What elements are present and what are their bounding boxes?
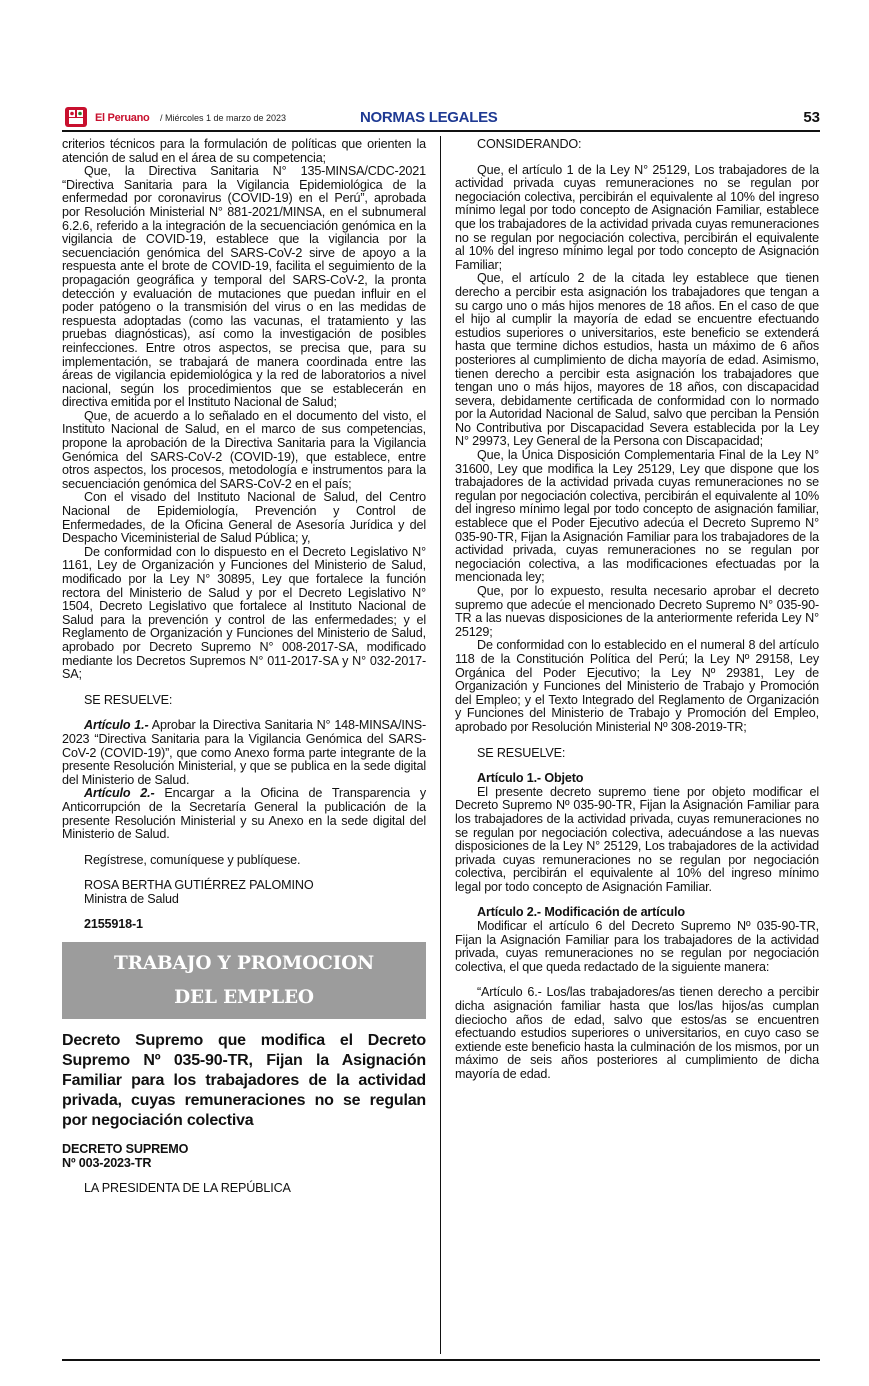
signer-name: ROSA BERTHA GUTIÉRREZ PALOMINO <box>84 878 314 893</box>
sector-banner <box>62 942 426 1019</box>
signer-title: Ministra de Salud <box>84 891 179 906</box>
column-divider <box>440 136 441 1354</box>
right-column <box>455 138 819 1082</box>
section-title: NORMAS LEGALES <box>360 109 498 126</box>
newspaper-brand: El Peruano <box>95 112 150 124</box>
article-label: Artículo 1.- <box>84 718 149 733</box>
footer-rule <box>62 1359 820 1361</box>
paragraph: De conformidad con lo establecido en el numeral 8 del artículo 118 de la Constitución Política del Perú; la Ley Nº 29158, Ley Orgánica del Poder Ejecutivo; la Ley Nº 29381, Ley de Organización y Funciones del Ministerio de Trabajo y Promoción del Empleo; y el Texto Integrado del Reglamento de Organización y Funciones del Ministerio de Trabajo y Promoción del Empleo, aprobado por Resolución Ministerial Nº 308-2019-TR; <box>455 638 819 734</box>
left-column <box>62 138 426 1196</box>
resolution-heading: SE RESUELVE: <box>477 745 566 760</box>
paragraph: Que, el artículo 1 de la Ley N° 25129, Los trabajadores de la actividad privada cuyas remuneraciones no se regulan por negociación colectiva, percibirán el equivalente al 10% del ingreso mínimo legal por todo concepto de Asignación Familiar, establece que los trabajadores de la actividad privada cuyas remuneraciones no se regulan por negociación colectiva, percibirán el equivalente al 10% del ingreso mínimo legal por todo concepto de Asignación Familiar; <box>455 162 819 272</box>
article-2-text: Modificar el artículo 6 del Decreto Supremo Nº 035-90-TR, Fijan la Asignación Familiar para los trabajadores de la actividad privada, cuyas remuneraciones no se regulan por negociación colectiva, el que queda redactado de la siguiente manera: <box>455 919 819 974</box>
decree-title: Decreto Supremo que modifica el Decreto Supremo Nº 035-90-TR, Fijan la Asignación Familiar para los trabajadores de la actividad privada, cuyas remuneraciones no se regulan por negociación colectiva <box>62 1032 426 1130</box>
page-header <box>62 106 820 130</box>
quoted-article: “Artículo 6.- Los/las trabajadores/as tienen derecho a percibir dicha asignación familiar hasta que los/las hijos/as cumplan dieciocho años de edad, salvo que estos/as se encuentren efectuando estudios superiores o universitarios, en cuyo caso se extiende este beneficio hasta la culminación de los mismos, por un máximo de seis años posteriores al cumplimiento de dicha mayoría de edad. <box>455 985 819 1081</box>
paragraph: criterios técnicos para la formulación de políticas que orienten la atención de salud en el área de su competencia; <box>62 137 426 165</box>
article-text: Aprobar la Directiva Sanitaria N° 148-MINSA/INS-2023 “Directiva Sanitaria para la Vigilancia Genómica del SARS-CoV-2 (COVID-19)”, que como Anexo forma parte integrante de la presente Resolución Ministerial, y que se publica en la sede digital del Ministerio de Salud. <box>62 718 426 787</box>
paragraph: Que, de acuerdo a lo señalado en el documento del visto, el Instituto Nacional de Salud, en el marco de sus competencias, propone la aprobación de la Directiva Sanitaria para la Vigilancia Genómica del SARS-CoV-2 (COVID-19), que establece, entre otros aspectos, los procesos, metodología e instrumentos para la secuenciación genómica del SARS-CoV-2 en el país; <box>62 408 426 491</box>
considerando-heading: CONSIDERANDO: <box>477 137 582 151</box>
banner-line: TRABAJO Y PROMOCION <box>114 953 374 975</box>
article-1-heading: Artículo 1.- Objeto <box>477 771 584 786</box>
banner-line: DEL EMPLEO <box>174 987 314 1009</box>
header-date: / Miércoles 1 de marzo de 2023 <box>160 113 287 123</box>
paragraph: Que, el artículo 2 de la citada ley establece que tienen derecho a percibir esta asignación los trabajadores que tengan a su cargo uno o más hijos menores de 18 años. En el caso de que el hijo al cumplir la mayoría de edad se encuentre efectuando estudios superiores o universitarios, este beneficio se extenderá hasta que termine dichos estudios, hasta un máximo de 6 años posteriores al cumplimiento de dicha mayoría de edad. Asimismo, tienen derecho a percibir esta asignación los trabajadores que tengan uno o más hijos, mayores de 18 años, con discapacidad severa, debidamente certificada de conformidad con lo normado por la Autoridad Nacional de Salud, salvo que perciban la Pensión No Contributiva por Discapacidad Severa establecida por la Ley N° 29973, Ley General de la Persona con Discapacidad; <box>455 271 819 449</box>
article-1-text: El presente decreto supremo tiene por objeto modificar el Decreto Supremo Nº 035-90-TR, Fijan la Asignación Familiar para los trabajadores de la actividad privada, cuyas remuneraciones no se regulan por negociación colectiva, adecuándose a las nuevas disposiciones de la Ley N° 25129, Los trabajadores de la actividad privada cuyas remuneraciones no se regulan por negociación colectiva, percibirán el equivalente al 10% del ingreso mínimo legal por todo concepto de Asignación Familiar. <box>455 784 819 894</box>
page-number: 53 <box>803 109 820 126</box>
article-text: Encargar a la Oficina de Transparencia y Anticorrupción de la Secretaría General la publicación de la presente Resolución Ministerial y su Anexo en la sede digital del Ministerio de Salud. <box>62 786 426 842</box>
article-2 <box>62 787 426 841</box>
paragraph: De conformidad con lo dispuesto en el Decreto Legislativo N° 1161, Ley de Organización y Funciones del Ministerio de Salud, modificado por la Ley N° 30895, Ley que fortalece la función rectora del Ministerio de Salud y por el Decreto Legislativo N° 1504, Decreto Legislativo que fortalece al Instituto Nacional de Salud para la prevención y control de las enfermedades; y el Reglamento de Organización y Funciones del Ministerio de Salud, aprobado por Decreto Supremo N° 008-2017-SA, modificado mediante los Decretos Supremos N° 011-2017-SA y N° 032-2017-SA; <box>62 544 426 682</box>
issuer: LA PRESIDENTA DE LA REPÚBLICA <box>84 1181 291 1196</box>
paragraph: Que, la Única Disposición Complementaria Final de la Ley N° 31600, Ley que modifica la Ley 25129, Ley que dispone que los trabajadores de la actividad privada cuyas remuneraciones no se regulan por negociación colectiva, percibirán el equivalente al 10% del ingreso mínimo legal por todo concepto de asignación familiar, establece que el Poder Ejecutivo adecúa el Decreto Supremo N° 035-90-TR, Fijan la Asignación Familiar para los trabajadores de la actividad privada, cuyas remuneraciones no se regulan por negociación colectiva, a las modificaciones efectuadas por la mencionada ley; <box>455 448 819 585</box>
decree-number: Nº 003-2023-TR <box>62 1155 152 1170</box>
decree-label: DECRETO SUPREMO <box>62 1142 189 1157</box>
peru-coat-of-arms-icon <box>62 104 90 130</box>
paragraph: Que, por lo expuesto, resulta necesario aprobar el decreto supremo que adecúe el mencionado Decreto Supremo N° 035-90-TR a las nuevas disposiciones de la anteriormente referida Ley N° 25129; <box>455 584 819 639</box>
article-2-heading: Artículo 2.- Modificación de artículo <box>477 905 685 920</box>
closing-formula: Regístrese, comuníquese y publíquese. <box>84 852 301 867</box>
resolution-heading: SE RESUELVE: <box>84 692 173 707</box>
paragraph: Que, la Directiva Sanitaria N° 135-MINSA/CDC-2021 “Directiva Sanitaria para la Vigilancia Epidemiológica de la enfermedad por coronavirus (COVID-19) en el Perú”, aprobada por Resolución Ministerial N° 881-2021/MINSA, en el subnumeral 6.2.6, referido a la integración de la secuenciación genómica en la vigilancia de COVID-19, establece que la vigilancia por la secuenciación genómica del SARS-CoV-2 sirve de apoyo a la respuesta ante el brote de COVID-19, facilita el seguimiento de la propagación geográfica y temporal del SARS-CoV-2, la pronta detección y evaluación de mutaciones que puedan influir en el poder patógeno o la transmisión del virus o en las medidas de respuesta adoptadas (como las vacunas, el tratamiento y las pruebas diagnósticas), así como la investigación de posibles reinfecciones. Entre otros aspectos, se precisa que, para su implementación, se trabajará de manera coordinada entre las áreas de vigilancia epidemiológica y la red de laboratorios a nivel nacional, según los procedimientos que se establecerán en directiva emitida por el Instituto Nacional de Salud; <box>62 164 426 410</box>
header-rule <box>62 130 820 132</box>
article-label: Artículo 2.- <box>84 786 155 801</box>
article-1 <box>62 719 426 787</box>
document-code: 2155918-1 <box>84 917 143 932</box>
paragraph: Con el visado del Instituto Nacional de Salud, del Centro Nacional de Epidemiología, Prevención y Control de Enfermedades, de la Oficina General de Asesoría Jurídica y del Despacho Viceministerial de Salud Pública; y, <box>62 490 426 546</box>
